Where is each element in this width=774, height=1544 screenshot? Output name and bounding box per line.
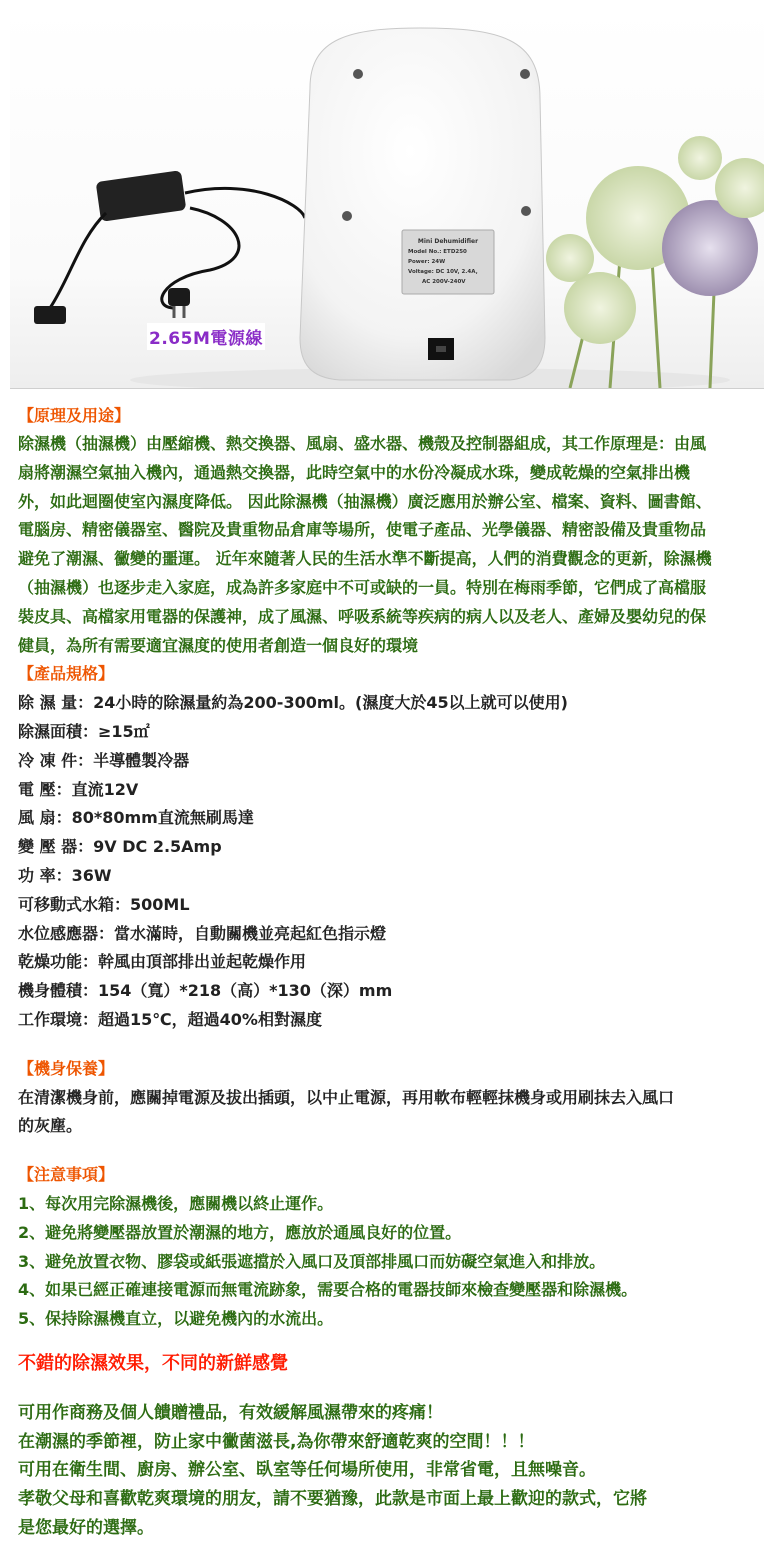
note-item: 1、每次用完除濕機後，應關機以終止運作。: [18, 1193, 334, 1213]
principle-line: 避免了潮濕、黴變的噩運。 近年來隨著人民的生活水準不斷提高，人們的消費觀念的更新，除濕機: [18, 549, 712, 569]
notes-heading: 【注意事項】: [18, 1165, 115, 1185]
principle-line: 裝皮具、高檔家用電器的保護神，成了風濕、呼吸系統等疾病的病人以及老人、產婦及嬰幼兒的保: [18, 606, 707, 626]
principle-line: 健員，為所有需要適宜濕度的使用者創造一個良好的環境: [18, 635, 419, 655]
closing-line: 可用作商務及個人饋贈禮品，有效緩解風濕帶來的疼痛！: [18, 1402, 443, 1423]
label-line: Voltage: DC 10V, 2.4A,: [408, 269, 478, 275]
care-line: 的灰塵。: [18, 1116, 83, 1136]
closing-section: [18, 1399, 762, 1543]
spec-item: 除 濕 量：24小時的除濕量約為200-300ml。(濕度大於45以上就可以使用): [18, 693, 568, 713]
note-item: 3、避免放置衣物、膠袋或紙張遮擋於入風口及頂部排風口而妨礙空氣進入和排放。: [18, 1251, 606, 1271]
spec-item: 機身體積：154（寬）*218（高）*130（深）mm: [18, 981, 393, 1001]
spec-item: 電 壓：直流12V: [18, 779, 139, 799]
specs-section: [18, 660, 762, 1034]
care-section: [18, 1055, 762, 1141]
slogan: 不錯的除濕效果，不同的新鮮感覺: [18, 1352, 288, 1374]
note-item: 4、如果已經正確連接電源而無電流跡象，需要合格的電器技師來檢查變壓器和除濕機。: [18, 1280, 638, 1300]
product-photo: [10, 8, 764, 389]
care-line: 在清潔機身前，應關掉電源及拔出插頭，以中止電源，再用軟布輕輕抹機身或用刷抹去入風口: [18, 1087, 675, 1107]
dehumidifier-illustration: [10, 8, 764, 388]
note-item: 2、避免將變壓器放置於潮濕的地方，應放於通風良好的位置。: [18, 1222, 462, 1242]
principle-section: [18, 402, 762, 660]
note-item: 5、保持除濕機直立，以避免機內的水流出。: [18, 1309, 334, 1329]
label-line: Mini Dehumidifier: [417, 238, 479, 245]
specs-heading: 【產品規格】: [18, 664, 115, 684]
principle-line: 外，如此迴圈使室內濕度降低。 因此除濕機（抽濕機）廣泛應用於辦公室、檔案、資料、圖書館、: [18, 491, 712, 511]
spec-item: 乾燥功能：幹風由頂部排出並起乾燥作用: [18, 952, 307, 972]
power-adapter: [34, 170, 305, 324]
closing-line: 是您最好的選擇。: [18, 1517, 154, 1538]
spec-item: 風 扇：80*80mm直流無刷馬達: [18, 808, 254, 828]
product-description: [18, 402, 762, 1543]
label-line: Power: 24W: [408, 259, 446, 265]
principle-line: （抽濕機）也逐步走入家庭，成為許多家庭中不可或缺的一員。特別在梅雨季節，它們成了高檔服: [18, 577, 707, 597]
principle-line: 電腦房、精密儀器室、醫院及貴重物品倉庫等場所，使電子產品、光學儀器、精密設備及貴重物品: [18, 520, 707, 540]
spec-item: 水位感應器：當水滿時，自動關機並亮起紅色指示燈: [18, 923, 387, 943]
closing-line: 在潮濕的季節裡，防止家中黴菌滋長,為你帶來舒適乾爽的空間！！！: [18, 1431, 535, 1452]
spec-item: 工作環境：超過15℃，超過40%相對濕度: [18, 1009, 322, 1029]
spec-item: 功 率：36W: [18, 865, 112, 885]
principle-line: 除濕機（抽濕機）由壓縮機、熱交換器、風扇、盛水器、機殼及控制器組成，其工作原理是：由風: [18, 434, 707, 453]
principle-heading: 【原理及用途】: [18, 406, 131, 425]
spec-item: 可移動式水箱：500ML: [18, 894, 190, 914]
closing-line: 孝敬父母和喜歡乾爽環境的朋友，請不要猶豫，此款是市面上最上歡迎的款式，它將: [18, 1489, 647, 1510]
spec-item: 冷 凍 件：半導體製冷器: [18, 750, 190, 770]
label-line: Model No.: ETD250: [408, 249, 467, 255]
closing-line: 可用在衛生間、廚房、辦公室、臥室等任何場所使用，非常省電，且無噪音。: [18, 1460, 596, 1481]
label-line: AC 200V-240V: [422, 279, 466, 285]
dehumidifier-body: [300, 28, 545, 380]
principle-line: 扇將潮濕空氣抽入機內，通過熱交換器，此時空氣中的水份冷凝成水珠，變成乾燥的空氣排出機: [18, 462, 691, 482]
notes-section: [18, 1161, 762, 1334]
spec-item: 除濕面積：≥15㎡: [18, 721, 150, 741]
spec-item: 變 壓 器：9V DC 2.5Amp: [18, 837, 222, 857]
care-heading: 【機身保養】: [18, 1058, 115, 1078]
flowers-decoration: [546, 136, 764, 388]
power-cord-caption: 2.65M電源線: [147, 323, 265, 350]
